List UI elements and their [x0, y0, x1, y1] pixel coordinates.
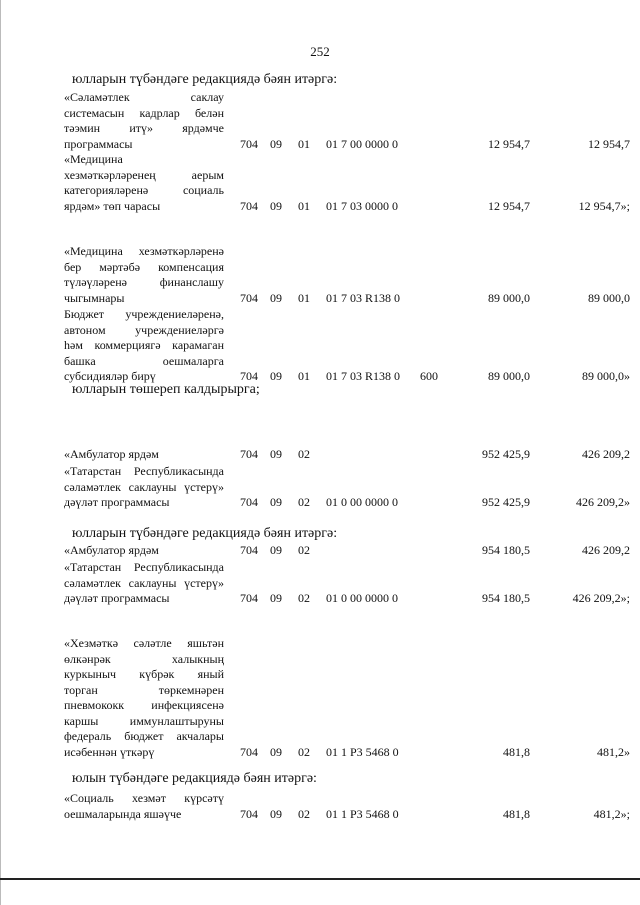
amount-2019: 481,2»	[597, 744, 630, 759]
amount-2018: 89 000,0	[488, 290, 530, 305]
amount-2018: 89 000,0	[488, 369, 530, 383]
amount-2018: 952 425,9	[482, 495, 530, 509]
description-line: һәм коммерциягә карамаган	[64, 338, 224, 352]
row-description	[64, 560, 224, 607]
description-line: сәламәтлек саклауны үстерү»	[64, 479, 224, 494]
target-article-code: 01 0 00 0000 0	[326, 591, 398, 605]
subsection-code: 01	[298, 369, 310, 383]
row-description	[64, 543, 224, 559]
instruction-phrase: юлларын түбәндәге редакциядә бәян итәргә:	[72, 72, 338, 87]
instruction-phrase: юлын түбәндәге редакциядә бәян итәргә:	[72, 771, 317, 786]
section-code: 09	[270, 198, 282, 213]
description-line: тәэмин итү» ярдәмче	[64, 121, 224, 135]
amount-2018: 954 180,5	[482, 543, 530, 557]
row-description	[64, 90, 224, 152]
table-row	[64, 90, 630, 152]
table-row	[64, 244, 630, 306]
amount-2019: 12 954,7»;	[578, 198, 630, 213]
description-line: дәүләт программасы	[64, 495, 170, 509]
expense-type-code: 600	[420, 369, 438, 383]
amount-2019: 12 954,7	[588, 136, 630, 151]
description-line: хезмәткәрләренең аерым	[64, 167, 224, 182]
description-line: федераль бюджет акчалары	[64, 729, 224, 743]
table-row	[64, 307, 630, 385]
description-line: «Медицина хезмәткәрләренә	[64, 244, 224, 258]
target-article-code: 01 7 03 R138 0	[326, 290, 401, 305]
target-article-code: 01 7 00 0000 0	[326, 136, 398, 151]
table-row	[64, 543, 630, 559]
table-row	[64, 447, 630, 463]
section-code: 09	[270, 495, 282, 509]
target-article-code: 01 1 Р3 5468 0	[326, 806, 399, 821]
ministry-code: 704	[240, 495, 258, 509]
table-row	[64, 464, 630, 511]
ministry-code: 704	[240, 744, 258, 759]
description-line: ярдәм» төп чарасы	[64, 198, 161, 213]
section-code: 09	[270, 136, 282, 151]
description-line: бер мәртәбә компенсация	[64, 259, 224, 274]
amount-2018: 481,8	[503, 806, 530, 821]
description-line: түләүләренә финанслашу	[64, 275, 224, 289]
target-article-code: 01 7 03 0000 0	[326, 198, 398, 213]
subsection-code: 02	[298, 591, 310, 605]
description-line: категорияләренә социаль	[64, 183, 224, 197]
ministry-code: 704	[240, 198, 258, 213]
description-line: башка оешмаларга	[64, 353, 224, 368]
description-line: «Татарстан Республикасында	[64, 464, 224, 478]
ministry-code: 704	[240, 543, 258, 557]
description-line: автоном учреждениеләргә	[64, 322, 224, 337]
ministry-code: 704	[240, 369, 258, 383]
description-line: чыгымнары	[64, 290, 125, 305]
description-line: «Медицина	[64, 152, 123, 166]
ministry-code: 704	[240, 591, 258, 605]
description-line: «Амбулатор ярдәм	[64, 543, 159, 557]
description-line: пневмококк инфекциясенә	[64, 698, 224, 712]
target-article-code: 01 0 00 0000 0	[326, 495, 398, 509]
target-article-code: 01 7 03 R138 0	[326, 369, 401, 383]
description-line: «Сәламәтлек саклау	[64, 90, 224, 104]
section-code: 09	[270, 744, 282, 759]
description-line: өлкәнрәк халыкның	[64, 651, 224, 666]
amount-2019: 426 209,2»;	[572, 591, 630, 605]
description-line: оешмаларында яшәүче	[64, 806, 182, 821]
description-line: торган төркемнәрен	[64, 682, 224, 697]
amount-2018: 12 954,7	[488, 136, 530, 151]
scan-edge-left	[0, 0, 1, 905]
amount-2019: 89 000,0	[588, 290, 630, 305]
section-code: 09	[270, 369, 282, 383]
amount-2019: 89 000,0»	[582, 369, 630, 383]
subsection-code: 01	[298, 290, 310, 305]
row-description	[64, 244, 224, 306]
subsection-code: 02	[298, 543, 310, 557]
subsection-code: 02	[298, 447, 310, 461]
ministry-code: 704	[240, 290, 258, 305]
target-article-code: 01 1 Р3 5468 0	[326, 744, 399, 759]
amount-2019: 481,2»;	[593, 806, 630, 821]
amount-2018: 12 954,7	[488, 198, 530, 213]
ministry-code: 704	[240, 136, 258, 151]
description-line: системасын кадрлар белән	[64, 105, 224, 120]
subsection-code: 02	[298, 744, 310, 759]
description-line: куркыныч күбрәк яный	[64, 667, 224, 681]
description-line: «Хезмәткә сәләтле яшьтән	[64, 636, 224, 650]
description-line: «Социаль хезмәт күрсәтү	[64, 791, 224, 805]
subsection-code: 01	[298, 136, 310, 151]
description-line: каршы иммунлаштыруны	[64, 713, 224, 728]
section-code: 09	[270, 806, 282, 821]
instruction-phrase: юлларын түбәндәге редакциядә бәян итәргә:	[72, 526, 338, 541]
subsection-code: 02	[298, 495, 310, 509]
instruction-phrase: юлларын төшереп калдырырга;	[72, 382, 260, 397]
row-description	[64, 636, 224, 760]
section-code: 09	[270, 447, 282, 461]
description-line: программасы	[64, 136, 133, 151]
row-description	[64, 152, 224, 214]
section-code: 09	[270, 591, 282, 605]
row-description	[64, 307, 224, 385]
row-description	[64, 464, 224, 511]
table-row	[64, 560, 630, 607]
description-line: «Татарстан Республикасында	[64, 560, 224, 574]
amount-2018: 481,8	[503, 744, 530, 759]
amount-2018: 952 425,9	[482, 447, 530, 461]
amount-2018: 954 180,5	[482, 591, 530, 605]
description-line: «Амбулатор ярдәм	[64, 447, 159, 461]
description-line: Бюджет учреждениеләренә,	[64, 307, 224, 321]
amount-2019: 426 209,2	[582, 447, 630, 461]
table-row	[64, 152, 630, 214]
table-row	[64, 791, 630, 822]
row-description	[64, 791, 224, 822]
row-description	[64, 447, 224, 463]
subsection-code: 01	[298, 198, 310, 213]
amount-2019: 426 209,2»	[576, 495, 630, 509]
section-code: 09	[270, 543, 282, 557]
description-line: исәбеннән үткәрү	[64, 744, 155, 759]
subsection-code: 02	[298, 806, 310, 821]
table-row	[64, 636, 630, 760]
description-line: дәүләт программасы	[64, 591, 170, 605]
description-line: сәламәтлек саклауны үстерү»	[64, 575, 224, 590]
amount-2019: 426 209,2	[582, 543, 630, 557]
scan-edge-bottom	[0, 878, 640, 880]
page-number: 252	[310, 44, 330, 59]
section-code: 09	[270, 290, 282, 305]
ministry-code: 704	[240, 806, 258, 821]
ministry-code: 704	[240, 447, 258, 461]
description-line: субсидияләр бирү	[64, 369, 156, 383]
